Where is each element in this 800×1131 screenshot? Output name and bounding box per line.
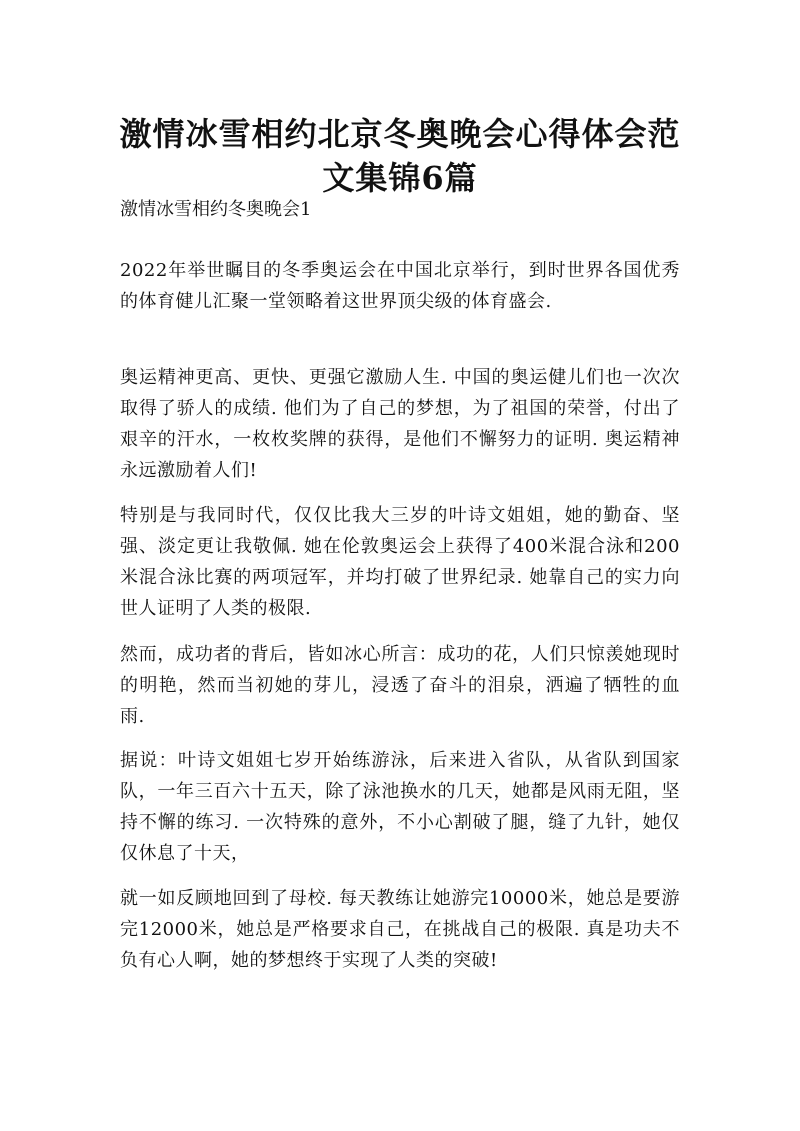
paragraph-5: 据说：叶诗文姐姐七岁开始练游泳，后来进入省队，从省队到国家队，一年三百六十五天，除了泳池换水的几天，她都是风雨无阻，坚持不懈的练习. 一次特殊的意外，不小心割破了腿，缝了九针，她仅仅休息了十天， xyxy=(120,750,680,864)
paragraph-1: 2022年举世瞩目的冬季奥运会在中国北京举行，到时世界各国优秀的体育健儿汇聚一堂领略着这世界顶尖级的体育盛会. xyxy=(120,260,680,312)
document-title: 激情冰雪相约北京冬奥晚会心得体会范文集锦6篇 xyxy=(119,115,681,197)
paragraph-6: 就一如反顾地回到了母校. 每天教练让她游完10000米，她总是要游完12000米，她总是严格要求自己，在挑战自己的极限. 真是功夫不负有心人啊，她的梦想终于实现了人类的突破! xyxy=(120,888,680,971)
paragraph-4: 然而，成功者的背后，皆如冰心所言：成功的花，人们只惊羡她现时的明艳，然而当初她的芽儿，浸透了奋斗的泪泉，洒遍了牺牲的血雨. xyxy=(120,644,680,727)
paragraph-2: 奥运精神更高、更快、更强它激励人生. 中国的奥运健儿们也一次次取得了骄人的成绩. 他们为了自己的梦想，为了祖国的荣誉，付出了艰辛的汗水，一枚枚奖牌的获得，是他们不懈努力的证明. 奥运精神永远激励着人们! xyxy=(120,367,680,481)
paragraph-3: 特别是与我同时代，仅仅比我大三岁的叶诗文姐姐，她的勤奋、坚强、淡定更让我敬佩. 她在伦敦奥运会上获得了400米混合泳和200米混合泳比赛的两项冠军，并均打破了世界纪录. 她靠自己的实力向世人证明了人类的极限. xyxy=(120,505,680,619)
section-heading: 激情冰雪相约冬奥晚会1 xyxy=(120,199,312,220)
